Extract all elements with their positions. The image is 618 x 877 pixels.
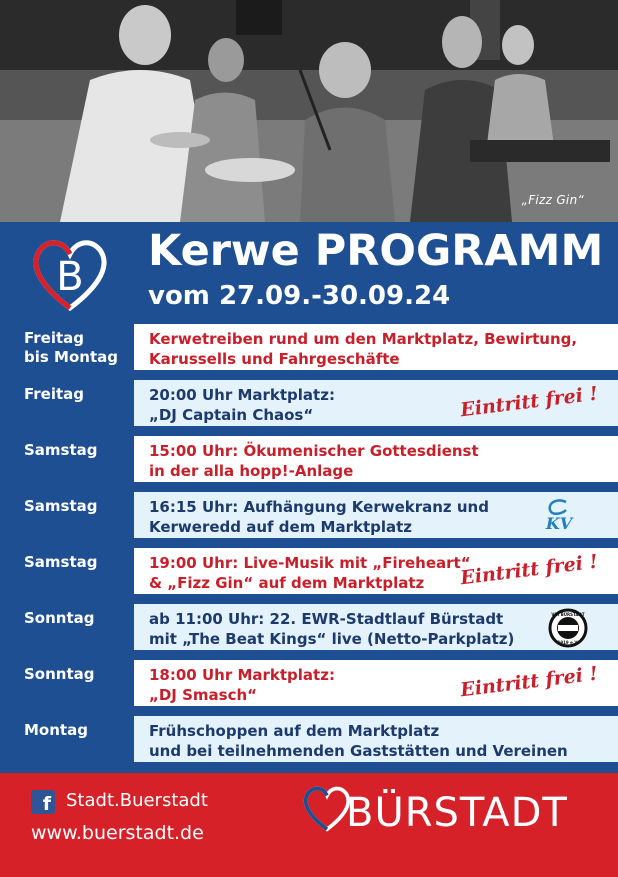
schedule-event xyxy=(134,436,618,482)
free-entry-stamp: Eintritt frei ! xyxy=(459,382,599,422)
event-line-1: Kerwetreiben rund um den Marktplatz, Bewirtung, xyxy=(149,330,578,348)
schedule-event xyxy=(134,716,618,762)
vfr-badge-bottom-text: 1919 e.V. xyxy=(557,640,579,645)
event-line-1: ab 11:00 Uhr: 22. EWR-Stadtlauf Bürstadt xyxy=(149,610,504,628)
event-line-1: 16:15 Uhr: Aufhängung Kerwekranz und xyxy=(149,498,489,516)
event-line-1: 20:00 Uhr Marktplatz: xyxy=(149,386,335,404)
schedule-table xyxy=(0,321,618,773)
event-line-2: in der alla hopp!-Anlage xyxy=(149,462,354,480)
schedule-day: Freitag bis Montag xyxy=(24,329,118,366)
schedule-row xyxy=(0,601,618,653)
event-line-2: Karussells und Fahrgeschäfte xyxy=(149,350,400,368)
free-entry-stamp: Eintritt frei ! xyxy=(459,550,599,590)
schedule-day: Samstag xyxy=(24,553,98,571)
schedule-row xyxy=(0,433,618,485)
schedule-event xyxy=(134,548,618,594)
schedule-day: Sonntag xyxy=(24,665,95,683)
schedule-day: Montag xyxy=(24,721,88,739)
footer xyxy=(0,773,618,877)
kv-club-logo-icon xyxy=(536,498,582,534)
website-link[interactable]: www.buerstadt.de xyxy=(31,822,204,844)
title-banner xyxy=(0,222,618,321)
facebook-icon[interactable]: f xyxy=(31,790,55,814)
event-line-2: mit „The Beat Kings“ live (Netto-Parkplatz) xyxy=(149,630,515,648)
facebook-link[interactable]: Stadt.Buerstadt xyxy=(66,790,208,811)
event-line-1: 15:00 Uhr: Ökumenischer Gottesdienst xyxy=(149,442,479,460)
schedule-row xyxy=(0,713,618,765)
free-entry-stamp: Eintritt frei ! xyxy=(459,662,599,702)
schedule-row xyxy=(0,489,618,541)
page-title: Kerwe PROGRAMM xyxy=(148,226,604,276)
vfr-badge-top-text: VfR BÜRSTADT xyxy=(551,612,585,617)
schedule-event xyxy=(134,324,618,370)
schedule-day: Samstag xyxy=(24,441,98,459)
band-photo-illustration xyxy=(0,0,618,222)
band-photo xyxy=(0,0,618,222)
event-line-2: und bei teilnehmenden Gaststätten und Vereinen xyxy=(149,742,568,760)
vfr-club-badge-icon xyxy=(548,608,588,648)
schedule-day: Samstag xyxy=(24,497,98,515)
logo-letter: B xyxy=(56,254,84,300)
heart-b-logo-icon xyxy=(30,234,110,314)
event-line-2: „DJ Smasch“ xyxy=(149,686,258,704)
event-line-2: Kerweredd auf dem Marktplatz xyxy=(149,518,413,536)
event-line-2: & „Fizz Gin“ auf dem Marktplatz xyxy=(149,574,425,592)
event-line-1: Frühschoppen auf dem Marktplatz xyxy=(149,722,440,740)
heart-logo-icon xyxy=(302,783,352,833)
kv-logo-text: KV xyxy=(545,514,573,533)
photo-caption: „Fizz Gin“ xyxy=(521,193,584,207)
schedule-day: Sonntag xyxy=(24,609,95,627)
schedule-row xyxy=(0,377,618,429)
brand-wordmark: BÜRSTADT xyxy=(346,790,568,836)
event-dates: vom 27.09.-30.09.24 xyxy=(148,281,451,311)
schedule-row xyxy=(0,321,618,373)
schedule-event xyxy=(134,380,618,426)
schedule-day: Freitag xyxy=(24,385,85,403)
schedule-row xyxy=(0,545,618,597)
schedule-row xyxy=(0,657,618,709)
schedule-event xyxy=(134,492,618,538)
event-line-1: 19:00 Uhr: Live-Musik mit „Fireheart“ xyxy=(149,554,471,572)
event-line-1: 18:00 Uhr Marktplatz: xyxy=(149,666,335,684)
event-line-2: „DJ Captain Chaos“ xyxy=(149,406,314,424)
schedule-event xyxy=(134,604,618,650)
schedule-event xyxy=(134,660,618,706)
